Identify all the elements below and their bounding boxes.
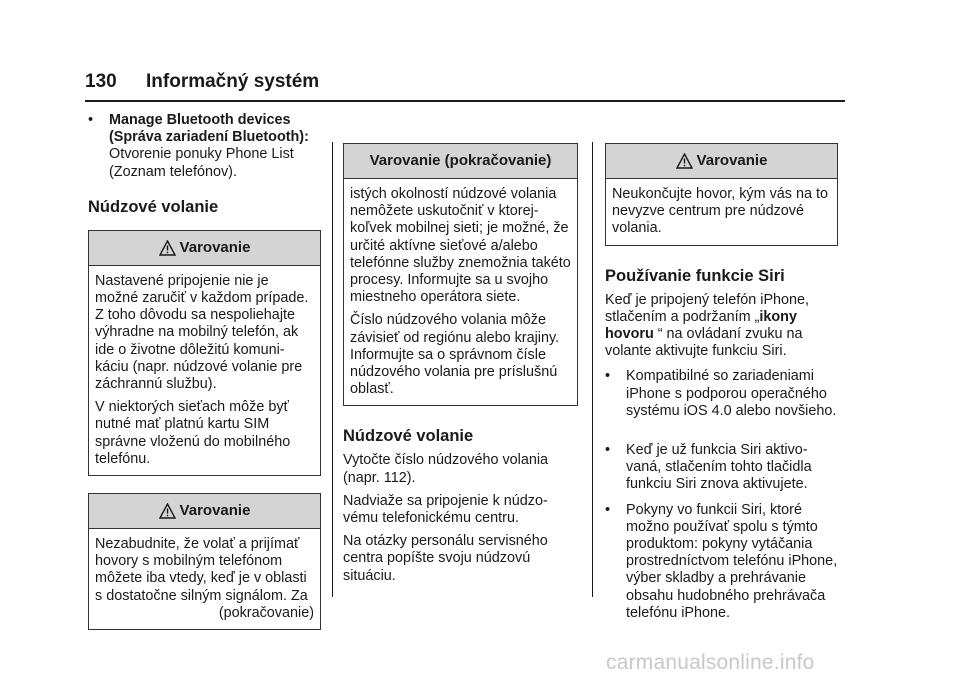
list-item-text: Keď je už funkcia Siri aktivo-vaná, stlačením tohto tlačidla funkciu Siri znova aktivujete.	[626, 442, 812, 493]
warning-box-header	[89, 494, 320, 529]
section-title: Informačný systém	[146, 71, 320, 92]
paragraph-intro	[605, 292, 838, 361]
watermark: carmanualsonline.info	[606, 651, 815, 674]
heading-emergency-call: Núdzové volanie	[88, 197, 219, 216]
list-item-manage-bluetooth	[88, 112, 321, 181]
bullet-marker: •	[605, 501, 611, 518]
warning-box-2	[88, 493, 321, 630]
warning-title: Varovanie	[179, 239, 251, 257]
warning-box-header	[344, 144, 577, 179]
bullet-text: Otvorenie ponuky Phone List (Zoznam telefónov).	[109, 146, 294, 180]
warning-triangle-icon	[676, 153, 693, 169]
list-item	[605, 442, 838, 494]
bullet-title: Manage Bluetooth devices (Správa zariadení Bluetooth):	[109, 112, 309, 146]
warning-paragraph: Nezabudnite, že volať a prijímať hovory s mobilným telefónom môžete iba vtedy, keď je v oblasti s dostatočne silným signálom. Za	[95, 536, 308, 604]
warning-paragraph: istých okolností núdzové volania nemôžete uskutočniť v ktorej-koľvek mobilnej sieti; je možné, že určité aktívne sieťové a/alebo telefónne služby znemožnia takéto procesy. Informujte sa u svojho miestneho operátora siete.	[350, 186, 571, 306]
warning-box-continued	[343, 143, 578, 406]
warning-title: Varovanie (pokračovanie)	[369, 152, 552, 170]
paragraph: Na otázky personálu servisného centra popíšte svoju núdzovú situáciu.	[343, 533, 548, 584]
header-rule	[85, 100, 845, 102]
call-icon-label: ikony hovoru	[605, 308, 797, 343]
warning-box-header	[89, 231, 320, 266]
warning-triangle-icon	[159, 240, 176, 256]
paragraph: Vytočte číslo núdzového volania (napr. 112).	[343, 452, 549, 486]
column-divider-1	[332, 142, 333, 597]
list-item-text: Pokyny vo funkcii Siri, ktoré možno používať spolu s týmto produktom: pokyny vytáčania prostredníctvom telefónu iPhone, výber skladby a prehrávanie obsahu hudobného prehrávača telefónu iPhone.	[626, 501, 838, 621]
column-3	[605, 143, 838, 622]
warning-triangle-icon	[159, 503, 176, 519]
paragraph: Nadviaže sa pripojenie k núdzo-vému telefonickému centru.	[343, 492, 548, 527]
heading-emergency-call: Núdzové volanie	[343, 427, 474, 446]
warning-box-body	[89, 266, 320, 475]
intro-text: “ na ovládaní zvuku na volante aktivujte funkciu Siri.	[605, 326, 803, 360]
list-item	[605, 502, 838, 622]
warning-title: Varovanie	[696, 152, 768, 170]
warning-box-body	[89, 529, 320, 629]
warning-paragraph: Neukončujte hovor, kým vás na to nevyzve centrum pre núdzové volania.	[612, 186, 828, 237]
warning-paragraph: Nastavené pripojenie nie je možné zaručiť v každom prípade. Z toho dôvodu sa nespoliehajte výhradne na mobilný telefón, ak ide o životne dôležitú komuni-káciu (napr. núdzové volanie pre záchrannú službu).	[95, 272, 309, 393]
warning-box-1	[88, 230, 321, 476]
intro-text: Keď je pripojený telefón iPhone, stlačením a podržaním „	[605, 291, 810, 325]
warning-title: Varovanie	[179, 502, 251, 520]
list-item-text: Kompatibilné so zariadeniami iPhone s podporou operačného systému iOS 4.0 alebo novšieho.	[626, 368, 837, 419]
page-number: 130	[85, 71, 117, 92]
continued-label: (pokračovanie)	[218, 604, 314, 621]
list-item	[605, 368, 838, 420]
bullet-marker: •	[88, 112, 94, 128]
bullet-marker: •	[605, 368, 611, 385]
bullet-marker: •	[605, 442, 611, 459]
warning-paragraph: V niektorých sieťach môže byť nutné mať platnú kartu SIM správne vloženú do mobilného telefónu.	[95, 399, 291, 467]
column-1	[88, 112, 321, 630]
column-divider-2	[592, 142, 593, 597]
heading-using-siri: Používanie funkcie Siri	[605, 266, 785, 285]
warning-box-body	[606, 179, 837, 245]
column-2	[343, 143, 578, 585]
warning-box-header	[606, 144, 837, 179]
warning-box-body	[344, 179, 577, 405]
warning-box-3	[605, 143, 838, 246]
warning-paragraph: Číslo núdzového volania môže závisieť od regiónu alebo krajiny. Informujte sa o správnom čísle núdzového volania pre príslušnú oblasť.	[350, 312, 560, 398]
